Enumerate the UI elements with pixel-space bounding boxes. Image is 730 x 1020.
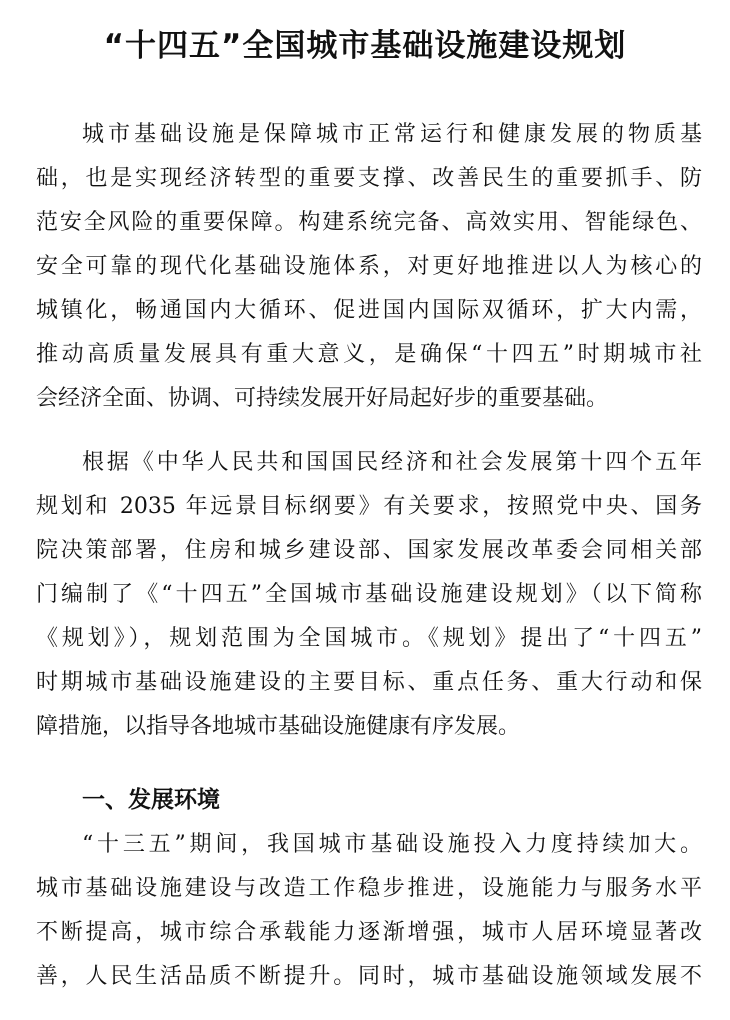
paragraph-2-line-5: 《规划》），规划范围为全国城市。《规划》提出了“十四五” <box>36 626 702 651</box>
paragraph-1-line-6: 推动高质量发展具有重大意义，是确保“十四五”时期城市社 <box>36 342 702 367</box>
paragraph-2-line-4: 门编制了《“十四五”全国城市基础设施建设规划》（以下简称 <box>36 582 702 607</box>
paragraph-1-line-3: 范安全风险的重要保障。构建系统完备、高效实用、智能绿色、 <box>36 210 702 235</box>
paragraph-2-line-3: 院决策部署，住房和城乡建设部、国家发展改革委会同相关部 <box>36 538 702 563</box>
document-title: “十四五”全国城市基础设施建设规划 <box>103 28 627 64</box>
section-1-line-2: 城市基础设施建设与改造工作稳步推进，设施能力与服务水平 <box>36 876 702 901</box>
paragraph-1-line-5: 城镇化，畅通国内大循环、促进国内国际双循环，扩大内需， <box>36 298 702 323</box>
paragraph-2-line-7: 障措施，以指导各地城市基础设施健康有序发展。 <box>36 714 521 739</box>
section-1-line-1: “十三五”期间，我国城市基础设施投入力度持续加大。 <box>82 832 702 857</box>
paragraph-1-line-1: 城市基础设施是保障城市正常运行和健康发展的物质基 <box>82 122 702 147</box>
paragraph-1-line-4: 安全可靠的现代化基础设施体系，对更好地推进以人为核心的 <box>36 254 702 279</box>
paragraph-2-line-1: 根据《中华人民共和国国民经济和社会发展第十四个五年 <box>82 450 702 475</box>
paragraph-2-line-2: 规划和 2035 年远景目标纲要》有关要求，按照党中央、国务 <box>36 494 702 519</box>
section-heading-development-environment: 一、发展环境 <box>82 787 220 813</box>
paragraph-2-line-6: 时期城市基础设施建设的主要目标、重点任务、重大行动和保 <box>36 670 702 695</box>
section-1-line-3: 不断提高，城市综合承载能力逐渐增强，城市人居环境显著改 <box>36 920 702 945</box>
paragraph-1-line-2: 础，也是实现经济转型的重要支撑、改善民生的重要抓手、防 <box>36 166 702 191</box>
paragraph-1-line-7: 会经济全面、协调、可持续发展开好局起好步的重要基础。 <box>36 386 609 411</box>
section-1-line-4: 善，人民生活品质不断提升。同时，城市基础设施领域发展不 <box>36 964 702 989</box>
